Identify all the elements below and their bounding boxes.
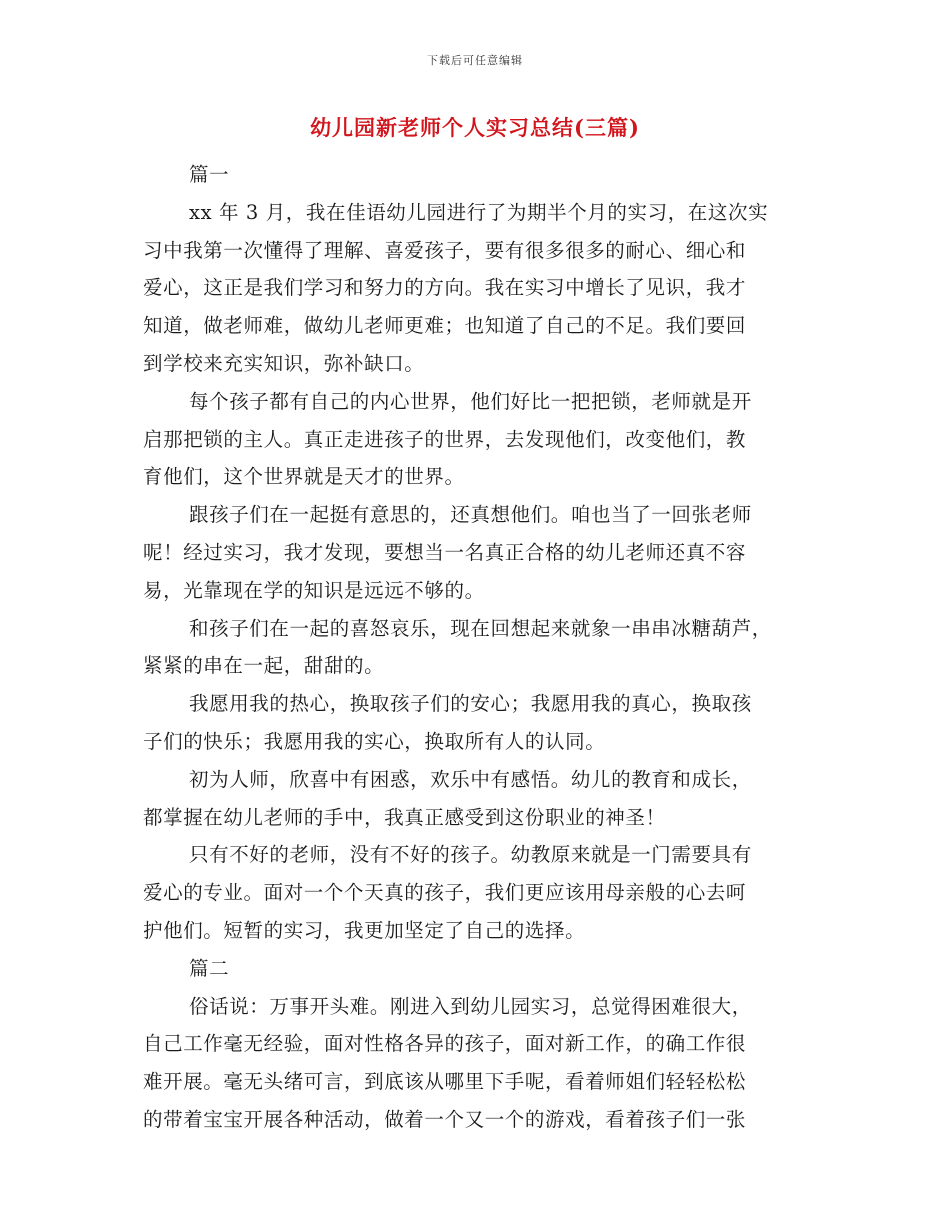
text-line: 爱心的专业。面对一个个天真的孩子，我们更应该用母亲般的心去呵 bbox=[143, 881, 747, 905]
text-line: 子们的快乐；我愿用我的实心，换取所有人的认同。 bbox=[143, 729, 606, 753]
text-line: 都掌握在幼儿老师的手中，我真正感受到这份职业的神圣！ bbox=[143, 805, 666, 829]
text-line: 初为人师，欣喜中有困惑，欢乐中有感悟。幼儿的教育和成长， bbox=[189, 767, 752, 791]
text-line: 紧紧的串在一起，甜甜的。 bbox=[143, 654, 385, 678]
document-title: 幼儿园新老师个人实习总结(三篇) bbox=[310, 115, 640, 140]
text-line: 习中我第一次懂得了理解、喜爱孩子，要有很多很多的耐心、细心和 bbox=[143, 238, 747, 262]
text-line: 和孩子们在一起的喜怒哀乐，现在回想起来就象一串串冰糖葫芦， bbox=[189, 616, 772, 640]
text-line: 俗话说：万事开头难。刚进入到幼儿园实习，总觉得困难很大， bbox=[189, 994, 752, 1018]
header-note: 下载后可任意编辑 bbox=[427, 54, 523, 67]
text-line: 难开展。毫无头绪可言，到底该从哪里下手呢，看着师姐们轻轻松松 bbox=[143, 1070, 747, 1094]
document-body bbox=[143, 156, 807, 1139]
text-line: 启那把锁的主人。真正走进孩子的世界，去发现他们，改变他们，教 bbox=[143, 427, 747, 451]
text-line: 自己工作毫无经验，面对性格各异的孩子，面对新工作，的确工作很 bbox=[143, 1032, 747, 1056]
text-line: 知道，做老师难，做幼儿老师更难；也知道了自己的不足。我们要回 bbox=[143, 314, 747, 338]
text-line: 的带着宝宝开展各种活动，做着一个又一个的游戏，看着孩子们一张 bbox=[143, 1107, 747, 1131]
text-line: 我愿用我的热心，换取孩子们的安心；我愿用我的真心，换取孩 bbox=[189, 692, 752, 716]
text-line: 到学校来充实知识，弥补缺口。 bbox=[143, 351, 425, 375]
text-line: 易，光靠现在学的知识是远远不够的。 bbox=[143, 578, 485, 602]
text-line: 呢！经过实习，我才发现，要想当一名真正合格的幼儿老师还真不容 bbox=[143, 540, 747, 564]
text-line: 护他们。短暂的实习，我更加坚定了自己的选择。 bbox=[143, 918, 586, 942]
text-line: 爱心，这正是我们学习和努力的方向。我在实习中增长了见识，我才 bbox=[143, 276, 747, 300]
text-line: 篇一 bbox=[189, 163, 230, 186]
text-line: 篇二 bbox=[189, 956, 230, 980]
text-line: 跟孩子们在一起挺有意思的，还真想他们。咱也当了一回张老师 bbox=[189, 503, 752, 527]
text-line: 育他们，这个世界就是天才的世界。 bbox=[143, 465, 465, 489]
text-line: 只有不好的老师，没有不好的孩子。幼教原来就是一门需要具有 bbox=[189, 843, 752, 867]
text-line: 每个孩子都有自己的内心世界，他们好比一把把锁，老师就是开 bbox=[189, 389, 752, 413]
text-line: xx 年 3 月，我在佳语幼儿园进行了为期半个月的实习，在这次实 bbox=[189, 200, 769, 224]
